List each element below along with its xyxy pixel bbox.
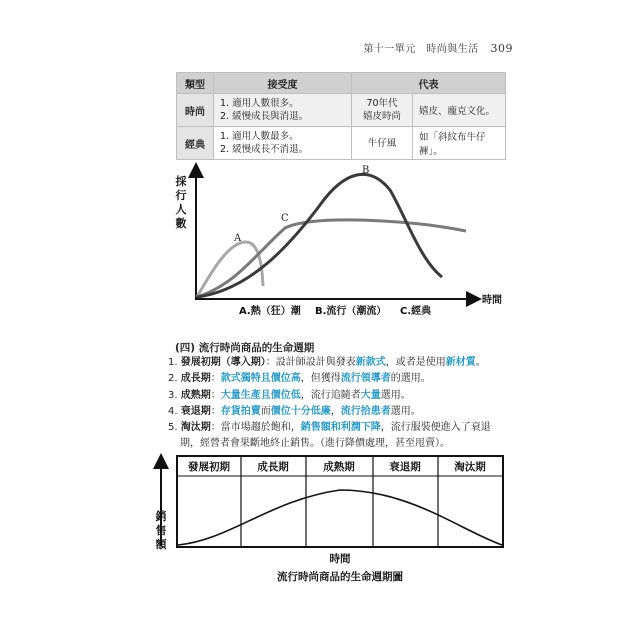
legend-fad: A.熱（狂）潮 [239, 306, 301, 317]
table-row [177, 94, 506, 127]
lifecycle-item [168, 388, 498, 404]
y-label-char: 數 [175, 217, 187, 230]
row-example-short [352, 127, 413, 160]
lifecycle-frame [177, 456, 503, 547]
item-number: 3. [168, 389, 178, 401]
item-text: 。 [475, 357, 486, 368]
curve-label-a: A [234, 233, 242, 244]
y-label-char: 售 [155, 524, 167, 537]
keyword: 價位十分低廉 [270, 405, 331, 417]
item-text: ，流行服裝便進入了衰退 [380, 422, 491, 434]
keyword: 流行拾患者 [340, 405, 391, 417]
item-text: ，流行追隨者 [300, 389, 361, 401]
item-text: 而 [260, 405, 271, 417]
item-number: 4. [168, 405, 178, 417]
item-number: 2. [168, 373, 178, 385]
keyword: 大量 [360, 389, 381, 401]
row-acceptance [214, 127, 352, 160]
lifecycle-item [168, 420, 498, 436]
row-example-detail: 嬉皮、龐克文化。 [413, 94, 506, 127]
phase-label: 成長期 [257, 461, 289, 473]
chapter-title: 第十一單元 時尚與生活 [363, 44, 479, 55]
example-line: 嬉皮時尚 [362, 111, 401, 122]
item-text: ： [210, 405, 221, 417]
y-label-char: 採 [175, 175, 187, 188]
keyword: 款式獨特且價位高 [220, 373, 301, 385]
lifecycle-list [168, 355, 498, 453]
lifecycle-item [168, 371, 498, 387]
item-text: ， [330, 405, 341, 417]
curve-label-c: C [281, 213, 289, 224]
legend-fashion: B.流行（潮流） [315, 306, 387, 317]
item-label: 衰退期 [180, 405, 211, 417]
acceptance-line: 2. 緩慢成長不消退。 [220, 144, 309, 155]
lifecycle-y-label [156, 509, 168, 551]
page-header [363, 40, 513, 55]
lifecycle-x-label: 時間 [329, 553, 351, 565]
phase-label: 成熟期 [323, 461, 355, 473]
item-text: ，但獲得 [300, 373, 341, 385]
phase-label: 衰退期 [389, 461, 421, 473]
item-text: 選用。 [390, 405, 421, 417]
table-header-row [177, 73, 506, 94]
item-number: 5. [168, 422, 178, 434]
item-label: 發展初期（導入期） [180, 357, 266, 368]
lifecycle-item [168, 404, 498, 420]
row-acceptance [214, 94, 352, 127]
row-type: 經典 [177, 127, 214, 160]
classic-curve [197, 220, 466, 297]
keyword: 流行領導者 [340, 373, 391, 385]
y-label-char: 人 [175, 203, 187, 216]
keyword: 存貨拍賣 [220, 405, 261, 417]
item-number: 1. [168, 357, 178, 368]
acceptance-line: 1. 適用人數最多。 [220, 131, 299, 142]
section-title: (四) 流行時尚商品的生命週期 [175, 342, 315, 354]
row-type: 時尚 [177, 94, 214, 127]
item-label: 成長期 [180, 373, 211, 385]
keyword: 銷售額和利潤下降 [300, 422, 381, 434]
adoption-x-label: 時間 [482, 295, 502, 306]
item-text: ：當市場趨於飽和， [210, 422, 301, 434]
page-number: 309 [490, 42, 513, 55]
item-text: 的選用。 [390, 373, 431, 385]
fad-curve [197, 242, 263, 297]
item-label: 淘汰期 [180, 422, 211, 434]
keyword: 大量生產且價位低 [220, 389, 301, 401]
phase-label: 淘汰期 [454, 461, 486, 473]
fashion-types-table [176, 72, 506, 160]
item-text: ，或者是使用 [385, 357, 446, 368]
y-label-char: 額 [155, 538, 167, 551]
adoption-y-label [175, 174, 187, 230]
keyword: 新款式 [355, 357, 386, 368]
item-text: 選用。 [380, 389, 411, 401]
row-example-detail: 如「斜紋布牛仔褲」。 [413, 127, 506, 160]
header-acceptance: 接受度 [214, 73, 352, 94]
keyword: 新材質 [445, 357, 476, 368]
item-continuation: 期，經營者會果斷地終止銷售。（進行降價處理，甚至甩賣）。 [180, 438, 450, 450]
item-text: ：設計師設計與發表 [265, 357, 356, 368]
header-example: 代表 [352, 73, 506, 94]
acceptance-line: 1. 適用人數很多。 [220, 98, 299, 109]
fashion-curve [197, 174, 442, 297]
item-label: 成熟期 [180, 389, 211, 401]
item-text: ： [210, 373, 221, 385]
example-line: 70年代 [366, 98, 398, 109]
y-label-char: 行 [175, 189, 187, 202]
example-line: 牛仔風 [367, 137, 397, 149]
acceptance-line: 2. 緩慢成長與消退。 [220, 111, 309, 122]
row-example-short [352, 94, 413, 127]
phase-label: 發展初期 [188, 461, 230, 473]
lifecycle-item [168, 355, 498, 371]
legend-classic: C.經典 [400, 306, 432, 317]
y-label-char: 銷 [155, 510, 167, 523]
curve-label-b: B [362, 165, 370, 176]
sales-curve [178, 490, 502, 545]
table-row [177, 127, 506, 160]
lifecycle-caption: 流行時尚商品的生命週期圖 [277, 571, 403, 583]
item-text: ： [210, 389, 221, 401]
header-type: 類型 [177, 73, 214, 94]
